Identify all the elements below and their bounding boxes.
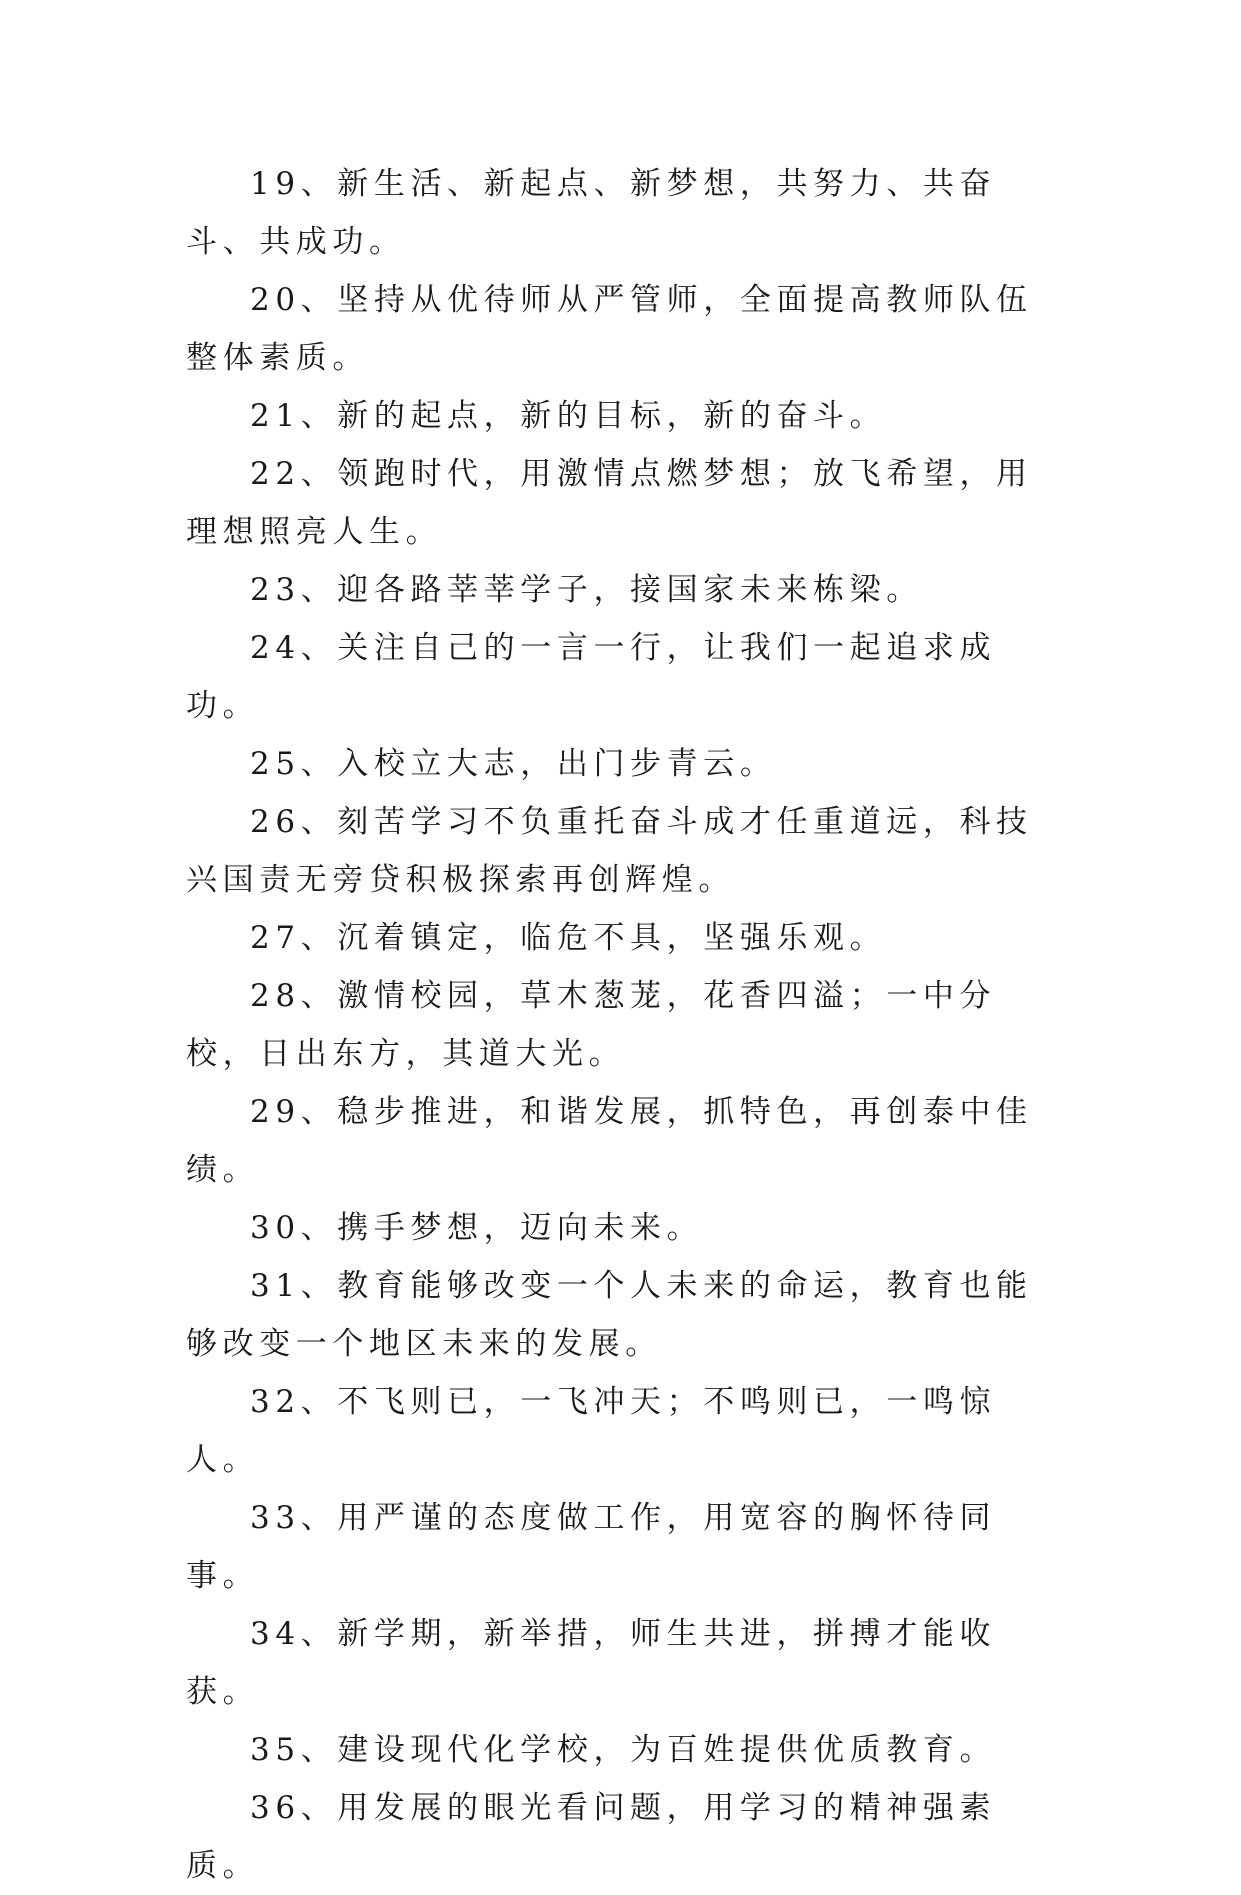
slogan-paragraph-21: 21、新的起点，新的目标，新的奋斗。 xyxy=(250,398,887,434)
slogan-paragraph-35: 35、建设现代化学校，为百姓提供优质教育。 xyxy=(250,1732,997,1768)
slogan-paragraph-33: 33、用严谨的态度做工作，用宽容的胸怀待同事。 xyxy=(186,1500,997,1594)
slogan-paragraph-24: 24、关注自己的一言一行，让我们一起追求成功。 xyxy=(186,630,997,724)
slogan-paragraph-32: 32、不飞则已，一飞冲天；不鸣则已，一鸣惊人。 xyxy=(186,1384,997,1478)
slogan-list xyxy=(186,155,1056,1895)
slogan-paragraph-23: 23、迎各路莘莘学子，接国家未来栋梁。 xyxy=(250,572,923,608)
slogan-paragraph-30: 30、携手梦想，迈向未来。 xyxy=(250,1210,704,1246)
slogan-paragraph-19: 19、新生活、新起点、新梦想，共努力、共奋斗、共成功。 xyxy=(186,166,997,260)
slogan-paragraph-25: 25、入校立大志，出门步青云。 xyxy=(250,746,777,782)
slogan-paragraph-29: 29、稳步推进，和谐发展，抓特色，再创泰中佳绩。 xyxy=(186,1094,1033,1188)
slogan-paragraph-31: 31、教育能够改变一个人未来的命运，教育也能够改变一个地区未来的发展。 xyxy=(186,1268,1033,1362)
slogan-paragraph-22: 22、领跑时代，用激情点燃梦想；放飞希望，用理想照亮人生。 xyxy=(186,456,1033,550)
slogan-paragraph-20: 20、坚持从优待师从严管师，全面提高教师队伍整体素质。 xyxy=(186,282,1033,376)
slogan-paragraph-36: 36、用发展的眼光看问题，用学习的精神强素质。 xyxy=(186,1790,997,1884)
slogan-paragraph-27: 27、沉着镇定，临危不具，坚强乐观。 xyxy=(250,920,887,956)
slogan-paragraph-28: 28、激情校园，草木葱茏，花香四溢；一中分校，日出东方，其道大光。 xyxy=(186,978,997,1072)
slogan-paragraph-26: 26、刻苦学习不负重托奋斗成才任重道远，科技兴国责无旁贷积极探索再创辉煌。 xyxy=(186,804,1033,898)
slogan-paragraph-34: 34、新学期，新举措，师生共进，拼搏才能收获。 xyxy=(186,1616,997,1710)
